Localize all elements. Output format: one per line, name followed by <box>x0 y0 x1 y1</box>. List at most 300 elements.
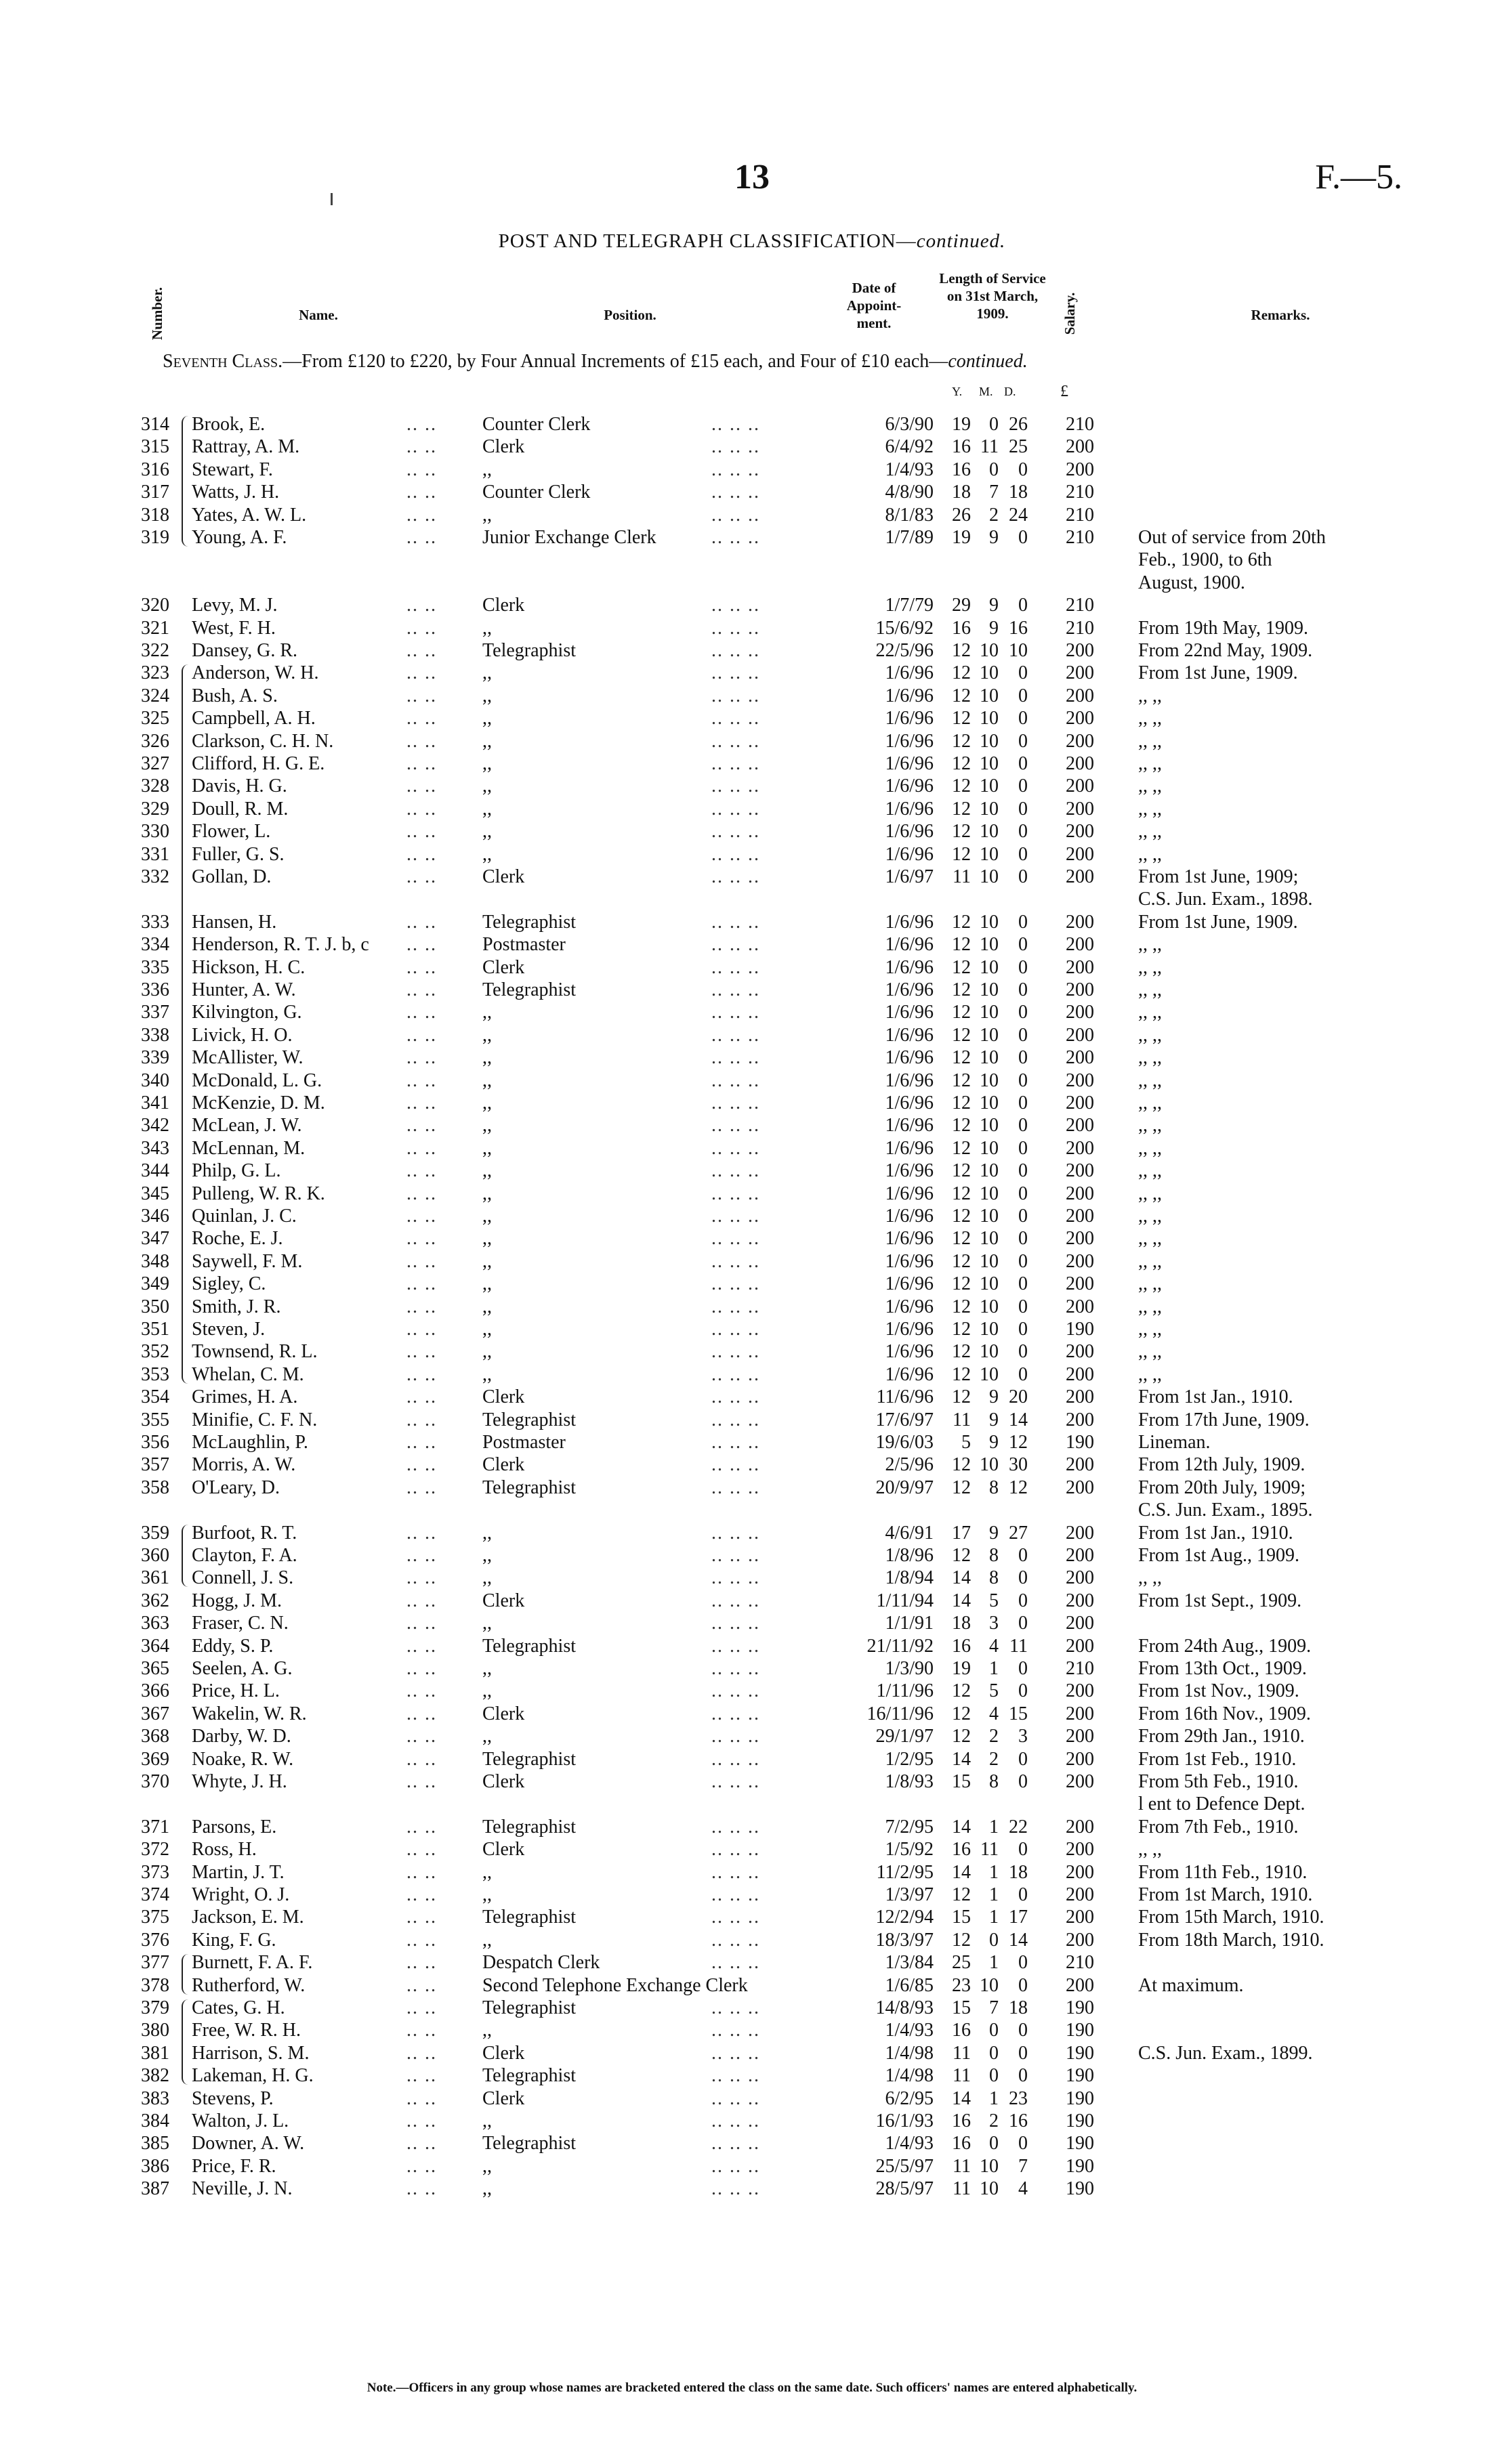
row-appointment-date: 1/7/89 <box>885 527 934 548</box>
row-appointment-date: 4/6/91 <box>885 1522 934 1544</box>
dot-leader: .. .. <box>406 504 437 526</box>
row-salary: 190 <box>1066 2087 1094 2109</box>
row-position: Clerk <box>482 956 525 978</box>
row-name: McLean, J. W. <box>192 1115 302 1137</box>
row-name: Roche, E. J. <box>192 1228 283 1250</box>
row-days: 0 <box>1018 1002 1028 1023</box>
row-years: 12 <box>952 708 971 729</box>
row-months: 0 <box>989 1929 999 1951</box>
row-months: 5 <box>989 1590 999 1611</box>
dot-leader: .. .. <box>406 1748 437 1770</box>
row-number: 347 <box>141 1228 169 1250</box>
table-row <box>0 2087 1504 2110</box>
row-remarks: From 15th March, 1910. <box>1138 1907 1324 1928</box>
row-days: 0 <box>1018 1092 1028 1113</box>
row-remarks: From 19th May, 1909. <box>1138 617 1308 639</box>
row-number: 334 <box>141 934 169 956</box>
row-years: 25 <box>952 1952 971 1974</box>
row-salary: 200 <box>1066 1680 1094 1702</box>
row-appointment-date: 17/6/97 <box>875 1409 934 1430</box>
row-number: 383 <box>141 2087 169 2109</box>
table-row <box>0 1183 1504 1205</box>
row-salary: 200 <box>1066 1613 1094 1634</box>
row-position: ,, <box>482 708 492 729</box>
remark-continuation: C.S. Jun. Exam., 1895. <box>1138 1500 1313 1521</box>
row-days: 0 <box>1018 730 1028 752</box>
page-number: 13 <box>734 158 770 196</box>
row-days: 0 <box>1018 1658 1028 1679</box>
row-days: 0 <box>1018 1183 1028 1204</box>
row-salary: 210 <box>1066 617 1094 639</box>
table-row <box>0 1409 1504 1431</box>
row-days: 0 <box>1018 1137 1028 1159</box>
row-name: Livick, H. O. <box>192 1024 293 1046</box>
row-number: 315 <box>141 436 169 458</box>
row-months: 1 <box>989 1658 999 1679</box>
row-salary: 190 <box>1066 2020 1094 2041</box>
table-row <box>0 775 1504 797</box>
row-months: 9 <box>989 617 999 639</box>
row-name: Clarkson, C. H. N. <box>192 730 334 752</box>
row-months: 1 <box>989 1861 999 1883</box>
row-appointment-date: 1/6/96 <box>885 1137 934 1159</box>
row-months: 10 <box>980 798 999 820</box>
row-days: 18 <box>1009 482 1028 503</box>
row-position: ,, <box>482 1363 492 1385</box>
table-row <box>0 933 1504 956</box>
row-number: 337 <box>141 1002 169 1023</box>
dot-leader: .. .. .. <box>711 2155 760 2177</box>
row-years: 11 <box>953 1409 971 1430</box>
row-number: 354 <box>141 1386 169 1408</box>
row-name: Dansey, G. R. <box>192 640 298 661</box>
row-appointment-date: 1/6/96 <box>885 776 934 797</box>
row-number: 318 <box>141 504 169 526</box>
row-years: 17 <box>952 1522 971 1544</box>
row-number: 384 <box>141 2110 169 2131</box>
row-months: 10 <box>980 753 999 774</box>
dot-leader: .. .. .. <box>711 1341 760 1363</box>
row-salary: 210 <box>1066 527 1094 548</box>
dot-leader: .. .. <box>406 1432 437 1453</box>
table-row <box>0 911 1504 933</box>
table-row <box>0 1680 1504 1702</box>
row-salary: 200 <box>1066 1250 1094 1272</box>
dot-leader: .. .. <box>406 1771 437 1792</box>
row-number: 358 <box>141 1477 169 1498</box>
row-days: 0 <box>1018 1884 1028 1905</box>
row-name: McKenzie, D. M. <box>192 1092 325 1113</box>
dot-leader: .. .. <box>406 1635 437 1657</box>
dot-leader: .. .. .. <box>711 753 760 774</box>
dot-leader: .. .. .. <box>711 1183 760 1204</box>
dot-leader: .. .. .. <box>711 1047 760 1069</box>
row-position: Telegraphist <box>482 640 576 661</box>
row-appointment-date: 1/4/98 <box>885 2065 934 2087</box>
row-years: 12 <box>952 730 971 752</box>
row-years: 19 <box>952 414 971 435</box>
row-position: Clerk <box>482 1771 525 1792</box>
row-position: ,, <box>482 1137 492 1159</box>
row-name: Pulleng, W. R. K. <box>192 1183 325 1204</box>
row-position: ,, <box>482 1726 492 1747</box>
row-salary: 200 <box>1066 1703 1094 1724</box>
row-months: 2 <box>989 504 999 526</box>
row-months: 2 <box>989 2110 999 2131</box>
row-number: 331 <box>141 843 169 865</box>
row-salary: 200 <box>1066 1137 1094 1159</box>
row-position: ,, <box>482 1567 492 1589</box>
row-months: 10 <box>980 911 999 933</box>
row-days: 0 <box>1018 2133 1028 2154</box>
row-position: Telegraphist <box>482 1477 576 1498</box>
row-months: 0 <box>989 2065 999 2087</box>
row-days: 0 <box>1018 1974 1028 1996</box>
row-name: Burnett, F. A. F. <box>192 1952 313 1974</box>
row-position: Clerk <box>482 1703 525 1724</box>
dot-leader: .. .. .. <box>711 1680 760 1702</box>
row-salary: 200 <box>1066 1522 1094 1544</box>
table-row <box>0 798 1504 820</box>
row-position: ,, <box>482 504 492 526</box>
row-position: ,, <box>482 662 492 684</box>
dot-leader: .. .. .. <box>711 1952 760 1974</box>
row-remarks: From 1st Feb., 1910. <box>1138 1748 1297 1770</box>
row-number: 343 <box>141 1137 169 1159</box>
row-number: 370 <box>141 1771 169 1792</box>
row-salary: 200 <box>1066 1635 1094 1657</box>
row-remarks: From 22nd May, 1909. <box>1138 640 1313 661</box>
row-days: 0 <box>1018 911 1028 933</box>
dot-leader: .. .. .. <box>711 776 760 797</box>
row-days: 0 <box>1018 979 1028 1000</box>
row-salary: 190 <box>1066 2155 1094 2177</box>
table-row <box>0 2019 1504 2041</box>
row-name: Whyte, J. H. <box>192 1771 287 1792</box>
row-number: 327 <box>141 753 169 774</box>
row-salary: 200 <box>1066 1206 1094 1227</box>
dot-leader: .. .. <box>406 1929 437 1951</box>
dot-leader: .. .. <box>406 1545 437 1566</box>
class-range-text: —From £120 to £220, by Four Annual Increments of £15 each, and Four of £10 each— <box>283 351 948 372</box>
row-remarks: ,, ,, <box>1138 1567 1162 1589</box>
row-remarks: From 20th July, 1909; <box>1138 1477 1306 1498</box>
row-salary: 200 <box>1066 1929 1094 1951</box>
row-remarks: From 24th Aug., 1909. <box>1138 1635 1312 1657</box>
row-name: Smith, J. R. <box>192 1296 281 1317</box>
row-number: 369 <box>141 1748 169 1770</box>
row-days: 0 <box>1018 776 1028 797</box>
table-row <box>0 2155 1504 2178</box>
row-position: Telegraphist <box>482 1907 576 1928</box>
row-remarks: ,, ,, <box>1138 1047 1162 1069</box>
row-months: 9 <box>989 1522 999 1544</box>
dot-leader: .. .. .. <box>711 911 760 933</box>
row-days: 22 <box>1009 1816 1028 1838</box>
row-months: 10 <box>980 776 999 797</box>
row-number: 353 <box>141 1363 169 1385</box>
row-years: 12 <box>952 1115 971 1137</box>
row-remarks: C.S. Jun. Exam., 1899. <box>1138 2042 1313 2064</box>
row-number: 368 <box>141 1726 169 1747</box>
row-salary: 190 <box>1066 2042 1094 2064</box>
dot-leader: .. .. .. <box>711 436 760 458</box>
table-row <box>0 1227 1504 1250</box>
row-name: Lakeman, H. G. <box>192 2065 314 2087</box>
row-position: ,, <box>482 798 492 820</box>
row-salary: 200 <box>1066 459 1094 480</box>
row-position: ,, <box>482 1228 492 1250</box>
row-number: 328 <box>141 776 169 797</box>
table-row <box>0 504 1504 526</box>
row-name: Brook, E. <box>192 414 266 435</box>
table-row <box>0 2178 1504 2200</box>
dot-leader: .. .. <box>406 1069 437 1091</box>
row-remarks: ,, ,, <box>1138 1183 1162 1204</box>
row-months: 2 <box>989 1748 999 1770</box>
row-appointment-date: 22/5/96 <box>875 640 934 661</box>
row-remarks: ,, ,, <box>1138 843 1162 865</box>
dot-leader: .. .. .. <box>711 1273 760 1295</box>
row-position: ,, <box>482 1545 492 1566</box>
row-number: 361 <box>141 1567 169 1589</box>
dot-leader: .. .. <box>406 1613 437 1634</box>
row-appointment-date: 16/11/96 <box>866 1703 934 1724</box>
row-position: Telegraphist <box>482 2133 576 2154</box>
row-number: 348 <box>141 1250 169 1272</box>
row-name: Stewart, F. <box>192 459 273 480</box>
dot-leader: .. .. <box>406 911 437 933</box>
row-months: 11 <box>980 436 999 458</box>
row-years: 12 <box>952 1319 971 1340</box>
table-row <box>0 1748 1504 1770</box>
dot-leader: .. .. <box>406 1839 437 1861</box>
row-appointment-date: 8/1/83 <box>885 504 934 526</box>
dot-leader: .. .. .. <box>711 1409 760 1430</box>
row-remarks: ,, ,, <box>1138 1273 1162 1295</box>
row-number: 365 <box>141 1658 169 1679</box>
row-appointment-date: 4/8/90 <box>885 482 934 503</box>
row-remarks: From 1st June, 1909; <box>1138 866 1299 887</box>
dot-leader: .. .. <box>406 1250 437 1272</box>
row-number: 386 <box>141 2155 169 2177</box>
dot-leader: .. .. <box>406 1477 437 1498</box>
table-row <box>0 1884 1504 1906</box>
row-months: 8 <box>989 1771 999 1792</box>
dot-leader: .. .. <box>406 662 437 684</box>
name-group-bracket <box>182 1954 192 1994</box>
row-years: 16 <box>952 617 971 639</box>
row-position: Counter Clerk <box>482 482 591 503</box>
row-number: 371 <box>141 1816 169 1838</box>
row-years: 12 <box>952 798 971 820</box>
dot-leader: .. .. .. <box>711 1613 760 1634</box>
row-number: 378 <box>141 1974 169 1996</box>
row-days: 0 <box>1018 1250 1028 1272</box>
row-days: 0 <box>1018 1613 1028 1634</box>
row-position: Telegraphist <box>482 1816 576 1838</box>
table-row <box>0 730 1504 752</box>
row-salary: 190 <box>1066 2065 1094 2087</box>
row-number: 375 <box>141 1907 169 1928</box>
table-row <box>0 1363 1504 1386</box>
row-months: 0 <box>989 459 999 480</box>
row-appointment-date: 11/6/96 <box>876 1386 934 1408</box>
row-days: 25 <box>1009 436 1028 458</box>
row-years: 14 <box>952 1816 971 1838</box>
table-row <box>0 843 1504 866</box>
row-position: ,, <box>482 1250 492 1272</box>
footnote: Note.—Officers in any group whose names are bracketed entered the class on the same date. Such officers' names are entered alphabetically. <box>367 2381 1137 2395</box>
dot-leader: .. .. .. <box>711 685 760 706</box>
row-position: ,, <box>482 2178 492 2200</box>
row-years: 12 <box>952 1273 971 1295</box>
row-days: 0 <box>1018 1341 1028 1363</box>
row-salary: 200 <box>1066 1115 1094 1137</box>
table-row <box>0 1340 1504 1363</box>
row-remarks: From 1st Nov., 1909. <box>1138 1680 1299 1702</box>
dot-leader: .. .. .. <box>711 1816 760 1838</box>
row-months: 1 <box>989 1884 999 1905</box>
dot-leader: .. .. .. <box>711 1069 760 1091</box>
row-name: Gollan, D. <box>192 866 272 887</box>
row-years: 16 <box>952 459 971 480</box>
row-appointment-date: 1/6/96 <box>885 1273 934 1295</box>
table-row <box>0 1974 1504 1997</box>
dot-leader: .. .. <box>406 1726 437 1747</box>
row-name: Campbell, A. H. <box>192 708 316 729</box>
row-number: 363 <box>141 1613 169 1634</box>
row-name: Free, W. R. H. <box>192 2020 301 2041</box>
table-row <box>0 866 1504 888</box>
row-months: 8 <box>989 1567 999 1589</box>
row-months: 10 <box>980 662 999 684</box>
row-salary: 200 <box>1066 1024 1094 1046</box>
row-days: 18 <box>1009 1861 1028 1883</box>
row-months: 10 <box>980 1092 999 1113</box>
row-salary: 200 <box>1066 1748 1094 1770</box>
remark-continuation: Feb., 1900, to 6th <box>1138 549 1272 571</box>
row-number: 329 <box>141 798 169 820</box>
row-years: 12 <box>952 979 971 1000</box>
row-months: 8 <box>989 1545 999 1566</box>
row-name: Bush, A. S. <box>192 685 278 706</box>
row-number: 355 <box>141 1409 169 1430</box>
column-header-name: Name. <box>299 307 338 323</box>
row-remarks: ,, ,, <box>1138 730 1162 752</box>
row-salary: 190 <box>1066 1997 1094 2018</box>
dot-leader: .. .. .. <box>711 2042 760 2064</box>
row-remarks: ,, ,, <box>1138 1137 1162 1159</box>
dot-leader: .. .. <box>406 708 437 729</box>
row-number: 349 <box>141 1273 169 1295</box>
row-remarks: From 11th Feb., 1910. <box>1138 1861 1308 1883</box>
row-days: 30 <box>1009 1454 1028 1476</box>
row-appointment-date: 1/6/96 <box>885 1115 934 1137</box>
row-remarks: From 1st Jan., 1910. <box>1138 1522 1293 1544</box>
row-remarks: From 13th Oct., 1909. <box>1138 1658 1307 1679</box>
row-days: 0 <box>1018 1771 1028 1792</box>
row-salary: 200 <box>1066 1974 1094 1996</box>
row-position: ,, <box>482 1296 492 1317</box>
dot-leader: .. .. <box>406 753 437 774</box>
row-number: 362 <box>141 1590 169 1611</box>
dot-leader: .. .. <box>406 1816 437 1838</box>
row-years: 12 <box>952 1047 971 1069</box>
row-years: 29 <box>952 595 971 616</box>
dot-leader: .. .. .. <box>711 1748 760 1770</box>
row-years: 12 <box>952 662 971 684</box>
row-number: 319 <box>141 527 169 548</box>
row-months: 9 <box>989 1386 999 1408</box>
row-months: 10 <box>980 1115 999 1137</box>
row-salary: 200 <box>1066 662 1094 684</box>
row-name: Harrison, S. M. <box>192 2042 310 2064</box>
row-salary: 210 <box>1066 482 1094 503</box>
class-continued: continued. <box>948 351 1028 372</box>
row-position: Telegraphist <box>482 1997 576 2018</box>
row-position: ,, <box>482 1680 492 1702</box>
column-header-length-of-service: Length of Service on 31st March, 1909. <box>939 270 1046 322</box>
row-number: 346 <box>141 1206 169 1227</box>
row-years: 12 <box>952 1024 971 1046</box>
table-row <box>0 1137 1504 1160</box>
row-months: 3 <box>989 1613 999 1634</box>
dot-leader: .. .. .. <box>711 798 760 820</box>
row-months: 11 <box>980 1839 999 1861</box>
row-position: ,, <box>482 2020 492 2041</box>
row-months: 8 <box>989 1477 999 1498</box>
table-row <box>0 2042 1504 2064</box>
row-name: Fraser, C. N. <box>192 1613 289 1634</box>
dot-leader: .. .. <box>406 1454 437 1476</box>
dot-leader: .. .. .. <box>711 2065 760 2087</box>
dot-leader: .. .. <box>406 1997 437 2018</box>
dot-leader: .. .. .. <box>711 1363 760 1385</box>
row-months: 9 <box>989 1432 999 1453</box>
row-salary: 200 <box>1066 1092 1094 1113</box>
row-salary: 200 <box>1066 1545 1094 1566</box>
dot-leader: .. .. <box>406 1047 437 1069</box>
table-row <box>0 1114 1504 1137</box>
dot-leader: .. .. .. <box>711 1703 760 1724</box>
row-salary: 200 <box>1066 1771 1094 1792</box>
dot-leader: .. .. .. <box>711 708 760 729</box>
row-months: 10 <box>980 1137 999 1159</box>
dot-leader: .. .. .. <box>711 1092 760 1113</box>
row-name: Watts, J. H. <box>192 482 280 503</box>
row-appointment-date: 18/3/97 <box>875 1929 934 1951</box>
row-number: 380 <box>141 2020 169 2041</box>
dot-leader: .. .. .. <box>711 1002 760 1023</box>
dot-leader: .. .. .. <box>711 504 760 526</box>
row-days: 16 <box>1009 2110 1028 2131</box>
row-number: 360 <box>141 1545 169 1566</box>
row-name: Noake, R. W. <box>192 1748 294 1770</box>
row-name: Kilvington, G. <box>192 1002 302 1023</box>
row-years: 16 <box>952 2110 971 2131</box>
table-row <box>0 1635 1504 1657</box>
table-row <box>0 2110 1504 2132</box>
table-row <box>0 1205 1504 1227</box>
table-row <box>0 1997 1504 2019</box>
dot-leader: .. .. <box>406 640 437 661</box>
row-name: McLaughlin, P. <box>192 1432 308 1453</box>
row-years: 12 <box>952 1228 971 1250</box>
row-days: 16 <box>1009 617 1028 639</box>
row-months: 10 <box>980 979 999 1000</box>
row-salary: 200 <box>1066 1069 1094 1091</box>
